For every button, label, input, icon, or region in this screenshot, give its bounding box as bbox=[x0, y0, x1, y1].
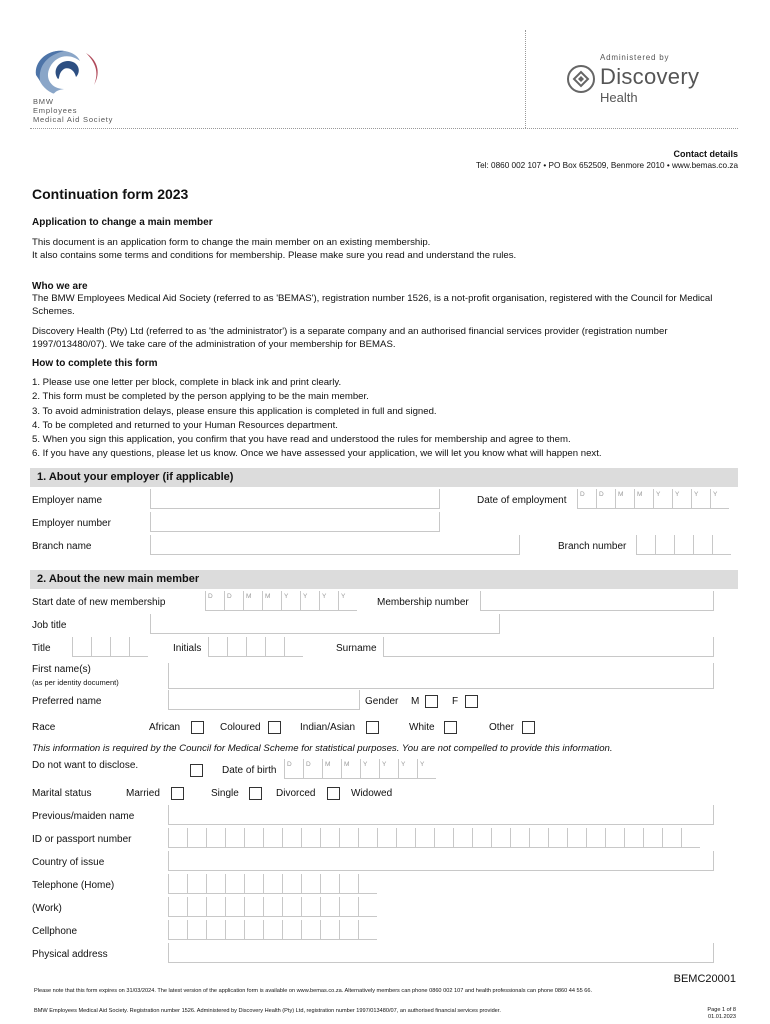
employer-number-input[interactable] bbox=[150, 512, 440, 532]
page-number: Page 1 of 8 bbox=[707, 1007, 736, 1013]
date-digit-box[interactable]: M bbox=[341, 759, 360, 779]
digit-box[interactable] bbox=[339, 828, 358, 848]
legal-footer: BMW Employees Medical Aid Society. Registration number 1526. Administered by Discovery Health (Pty) Ltd, registration number 1997/013480/07, an authorised financial services provider. bbox=[34, 1008, 501, 1014]
date-digit-box[interactable]: Y bbox=[379, 759, 398, 779]
surname-label: Surname bbox=[336, 643, 377, 654]
digit-box[interactable] bbox=[693, 535, 712, 555]
job-title-label: Job title bbox=[32, 620, 67, 631]
contact-title: Contact details bbox=[673, 149, 738, 159]
digit-box[interactable] bbox=[415, 828, 434, 848]
org-name-line1: BMW bbox=[33, 97, 54, 106]
digit-box[interactable] bbox=[282, 874, 301, 894]
digit-box[interactable] bbox=[643, 828, 662, 848]
digit-box[interactable] bbox=[282, 828, 301, 848]
preferred-name-label: Preferred name bbox=[32, 696, 102, 707]
digit-box[interactable] bbox=[225, 828, 244, 848]
date-digit-box[interactable]: D bbox=[303, 759, 322, 779]
instruction-item: 2. This form must be completed by the person applying to be the main member. bbox=[32, 391, 369, 403]
digit-box[interactable] bbox=[227, 637, 246, 657]
first-names-note: (as per identity document) bbox=[32, 678, 119, 687]
digit-box[interactable] bbox=[662, 828, 681, 848]
digit-box[interactable] bbox=[129, 637, 148, 657]
gender-m-checkbox[interactable] bbox=[425, 695, 438, 708]
date-digit-box[interactable]: Y bbox=[417, 759, 436, 779]
digit-box[interactable] bbox=[263, 828, 282, 848]
race-coloured-checkbox[interactable] bbox=[268, 721, 281, 734]
membership-number-label: Membership number bbox=[377, 597, 469, 608]
physical-address-label: Physical address bbox=[32, 949, 108, 960]
digit-box[interactable] bbox=[168, 874, 187, 894]
digit-box[interactable] bbox=[358, 874, 377, 894]
digit-box[interactable] bbox=[246, 637, 265, 657]
marital-married-label: Married bbox=[126, 788, 160, 799]
branch-number-label: Branch number bbox=[558, 541, 627, 552]
footer-date: 01.01.2023 bbox=[708, 1014, 736, 1020]
not-disclose-label: Do not want to disclose. bbox=[32, 760, 139, 771]
digit-box[interactable] bbox=[187, 874, 206, 894]
digit-box[interactable] bbox=[187, 828, 206, 848]
digit-box[interactable] bbox=[548, 828, 567, 848]
marital-divorced-label: Divorced bbox=[276, 788, 316, 799]
date-digit-box[interactable]: Y bbox=[653, 489, 672, 509]
date-digit-box[interactable]: Y bbox=[398, 759, 417, 779]
race-indian-label: Indian/Asian bbox=[300, 722, 356, 733]
date-of-employment-label: Date of employment bbox=[477, 495, 567, 506]
date-digit-box[interactable]: M bbox=[322, 759, 341, 779]
digit-box[interactable] bbox=[472, 828, 491, 848]
digit-box[interactable] bbox=[208, 637, 227, 657]
branch-name-input[interactable] bbox=[150, 535, 520, 555]
date-digit-box[interactable]: Y bbox=[360, 759, 379, 779]
race-african-checkbox[interactable] bbox=[191, 721, 204, 734]
expiry-note: Please note that this form expires on 31/03/2024. The latest version of the application form is available on www.bemas.co.za. Alternatively members can phone 0860 002 107 and health professionals can phone 0860 44 55 66. bbox=[34, 988, 593, 994]
digit-box[interactable] bbox=[655, 535, 674, 555]
date-digit-box[interactable]: Y bbox=[281, 591, 300, 611]
initials-label: Initials bbox=[173, 643, 202, 654]
digit-box[interactable] bbox=[168, 920, 187, 940]
date-digit-box[interactable]: D bbox=[596, 489, 615, 509]
digit-box[interactable] bbox=[187, 897, 206, 917]
digit-box[interactable] bbox=[358, 828, 377, 848]
digit-box[interactable] bbox=[301, 897, 320, 917]
digit-box[interactable] bbox=[339, 897, 358, 917]
digit-box[interactable] bbox=[510, 828, 529, 848]
telephone-work-label: (Work) bbox=[32, 903, 62, 914]
cellphone-label: Cellphone bbox=[32, 926, 78, 937]
country-of-issue-input[interactable] bbox=[168, 851, 714, 871]
contact-line: Tel: 0860 002 107 • PO Box 652509, Benmore 2010 • www.bemas.co.za bbox=[476, 161, 738, 170]
digit-box[interactable] bbox=[320, 897, 339, 917]
start-date-label: Start date of new membership bbox=[32, 597, 166, 608]
header-vertical-divider bbox=[525, 30, 526, 128]
digit-box[interactable] bbox=[187, 920, 206, 940]
membership-number-input[interactable] bbox=[480, 591, 714, 611]
form-code: BEMC20001 bbox=[673, 973, 736, 985]
digit-box[interactable] bbox=[263, 874, 282, 894]
telephone-home-input[interactable] bbox=[168, 874, 377, 894]
header-divider bbox=[30, 128, 738, 129]
branch-name-label: Branch name bbox=[32, 541, 92, 552]
digit-box[interactable] bbox=[339, 920, 358, 940]
digit-box[interactable] bbox=[263, 897, 282, 917]
org-name-line2: Employees bbox=[33, 106, 78, 115]
cellphone-input[interactable] bbox=[168, 920, 377, 940]
job-title-input[interactable] bbox=[150, 614, 500, 634]
start-date-input[interactable] bbox=[205, 591, 357, 611]
date-digit-box[interactable]: Y bbox=[300, 591, 319, 611]
intro-line1: This document is an application form to change the main member on an existing membership. bbox=[32, 237, 431, 248]
digit-box[interactable] bbox=[72, 637, 91, 657]
employer-name-label: Employer name bbox=[32, 495, 103, 506]
digit-box[interactable] bbox=[339, 874, 358, 894]
administered-by-label: Administered by bbox=[600, 53, 670, 62]
digit-box[interactable] bbox=[225, 874, 244, 894]
physical-address-input[interactable] bbox=[168, 943, 714, 963]
date-digit-box[interactable]: Y bbox=[319, 591, 338, 611]
digit-box[interactable] bbox=[282, 920, 301, 940]
digit-box[interactable] bbox=[491, 828, 510, 848]
surname-input[interactable] bbox=[383, 637, 714, 657]
date-digit-box[interactable]: M bbox=[634, 489, 653, 509]
digit-box[interactable] bbox=[244, 897, 263, 917]
date-digit-box[interactable]: M bbox=[243, 591, 262, 611]
digit-box[interactable] bbox=[301, 920, 320, 940]
discovery-logo-icon bbox=[566, 64, 596, 94]
date-of-birth-label: Date of birth bbox=[222, 765, 277, 776]
marital-single-label: Single bbox=[211, 788, 239, 799]
telephone-home-label: Telephone (Home) bbox=[32, 880, 115, 891]
instruction-item: 3. To avoid administration delays, please ensure this application is completed in full and signed. bbox=[32, 405, 437, 417]
marital-widowed-label: Widowed bbox=[351, 788, 393, 799]
title-input[interactable] bbox=[72, 637, 148, 657]
health-brand: Health bbox=[600, 90, 638, 105]
preferred-name-input[interactable] bbox=[168, 690, 360, 710]
digit-box[interactable] bbox=[263, 920, 282, 940]
date-digit-box[interactable]: Y bbox=[672, 489, 691, 509]
not-disclose-checkbox[interactable] bbox=[190, 764, 203, 777]
digit-box[interactable] bbox=[567, 828, 586, 848]
race-coloured-label: Coloured bbox=[220, 722, 261, 733]
who-paragraph-1: The BMW Employees Medical Aid Society (referred to as 'BEMAS'), registration number 1526, is a not-profit organisation, registered with the Council for Medical Schemes. bbox=[32, 293, 713, 317]
employer-name-input[interactable] bbox=[150, 489, 440, 509]
discovery-brand: Discovery bbox=[600, 64, 700, 89]
digit-box[interactable] bbox=[529, 828, 548, 848]
digit-box[interactable] bbox=[624, 828, 643, 848]
telephone-work-input[interactable] bbox=[168, 897, 377, 917]
digit-box[interactable] bbox=[453, 828, 472, 848]
date-digit-box[interactable]: Y bbox=[338, 591, 357, 611]
gender-f-label: F bbox=[452, 696, 459, 707]
marital-divorced-checkbox[interactable] bbox=[327, 787, 340, 800]
digit-box[interactable] bbox=[282, 897, 301, 917]
initials-input[interactable] bbox=[208, 637, 303, 657]
instruction-item: 4. To be completed and returned to your Human Resources department. bbox=[32, 419, 338, 431]
date-digit-box[interactable]: M bbox=[615, 489, 634, 509]
maiden-name-label: Previous/maiden name bbox=[32, 811, 135, 822]
digit-box[interactable] bbox=[396, 828, 415, 848]
gender-label: Gender bbox=[365, 696, 399, 707]
employer-number-label: Employer number bbox=[32, 518, 111, 529]
digit-box[interactable] bbox=[225, 897, 244, 917]
who-heading: Who we are bbox=[32, 281, 88, 292]
digit-box[interactable] bbox=[358, 897, 377, 917]
race-label: Race bbox=[32, 722, 56, 733]
date-digit-box[interactable]: D bbox=[284, 759, 303, 779]
date-digit-box[interactable]: Y bbox=[691, 489, 710, 509]
digit-box[interactable] bbox=[681, 828, 700, 848]
race-note: This information is required by the Council for Medical Scheme for statistical purposes. You are not compelled to provide this information. bbox=[32, 743, 613, 754]
digit-box[interactable] bbox=[244, 920, 263, 940]
digit-box[interactable] bbox=[168, 828, 187, 848]
date-digit-box[interactable]: Y bbox=[710, 489, 729, 509]
section2-heading: 2. About the new main member bbox=[30, 570, 738, 589]
how-heading: How to complete this form bbox=[32, 358, 158, 369]
date-digit-box[interactable]: M bbox=[262, 591, 281, 611]
first-names-input[interactable] bbox=[168, 663, 714, 689]
instruction-item: 5. When you sign this application, you confirm that you have read and understood the rules for membership and agree to them. bbox=[32, 434, 571, 446]
digit-box[interactable] bbox=[206, 828, 225, 848]
marital-married-checkbox[interactable] bbox=[171, 787, 184, 800]
section1-heading: 1. About your employer (if applicable) bbox=[30, 468, 738, 487]
date-digit-box[interactable]: D bbox=[224, 591, 243, 611]
digit-box[interactable] bbox=[320, 828, 339, 848]
gender-m-label: M bbox=[411, 696, 420, 707]
marital-status-label: Marital status bbox=[32, 788, 92, 799]
instruction-item: 6. If you have any questions, please let us know. Once we have assessed your application, we will let you know what will happen next. bbox=[32, 448, 602, 460]
digit-box[interactable] bbox=[674, 535, 693, 555]
form-subtitle: Application to change a main member bbox=[32, 217, 213, 228]
digit-box[interactable] bbox=[244, 828, 263, 848]
digit-box[interactable] bbox=[586, 828, 605, 848]
digit-box[interactable] bbox=[225, 920, 244, 940]
date-of-employment-input[interactable] bbox=[577, 489, 729, 509]
digit-box[interactable] bbox=[358, 920, 377, 940]
race-other-checkbox[interactable] bbox=[522, 721, 535, 734]
branch-number-input[interactable] bbox=[636, 535, 731, 555]
digit-box[interactable] bbox=[206, 920, 225, 940]
digit-box[interactable] bbox=[301, 874, 320, 894]
digit-box[interactable] bbox=[301, 828, 320, 848]
id-number-label: ID or passport number bbox=[32, 834, 132, 845]
digit-box[interactable] bbox=[636, 535, 655, 555]
maiden-name-input[interactable] bbox=[168, 805, 714, 825]
date-digit-box[interactable]: D bbox=[577, 489, 596, 509]
instruction-item: 1. Please use one letter per block, complete in black ink and print clearly. bbox=[32, 377, 342, 388]
digit-box[interactable] bbox=[712, 535, 731, 555]
digit-box[interactable] bbox=[110, 637, 129, 657]
digit-box[interactable] bbox=[284, 637, 303, 657]
date-digit-box[interactable]: D bbox=[205, 591, 224, 611]
digit-box[interactable] bbox=[244, 874, 263, 894]
digit-box[interactable] bbox=[265, 637, 284, 657]
date-of-birth-input[interactable] bbox=[284, 759, 436, 779]
who-paragraph-2: Discovery Health (Pty) Ltd (referred to as 'the administrator') is a separate company and an authorised financial services provider (registration number 1997/013480/07). We take care of the administration of your membership for BEMAS. bbox=[32, 326, 668, 350]
title-label: Title bbox=[32, 643, 51, 654]
race-indian-checkbox[interactable] bbox=[366, 721, 379, 734]
digit-box[interactable] bbox=[605, 828, 624, 848]
country-of-issue-label: Country of issue bbox=[32, 857, 105, 868]
marital-single-checkbox[interactable] bbox=[249, 787, 262, 800]
race-african-label: African bbox=[149, 722, 181, 733]
digit-box[interactable] bbox=[320, 920, 339, 940]
race-white-label: White bbox=[409, 722, 435, 733]
digit-box[interactable] bbox=[168, 897, 187, 917]
digit-box[interactable] bbox=[377, 828, 396, 848]
first-names-label: First name(s) bbox=[32, 664, 91, 675]
race-white-checkbox[interactable] bbox=[444, 721, 457, 734]
page-title: Continuation form 2023 bbox=[32, 186, 189, 202]
digit-box[interactable] bbox=[434, 828, 453, 848]
intro-line2: It also contains some terms and conditions for membership. Please make sure you read and understand the rules. bbox=[32, 249, 517, 261]
id-number-input[interactable] bbox=[168, 828, 700, 848]
race-other-label: Other bbox=[489, 722, 515, 733]
gender-f-checkbox[interactable] bbox=[465, 695, 478, 708]
digit-box[interactable] bbox=[91, 637, 110, 657]
org-name-line3: Medical Aid Society bbox=[33, 115, 114, 124]
digit-box[interactable] bbox=[206, 874, 225, 894]
bemas-logo-icon bbox=[30, 45, 120, 97]
digit-box[interactable] bbox=[206, 897, 225, 917]
digit-box[interactable] bbox=[320, 874, 339, 894]
